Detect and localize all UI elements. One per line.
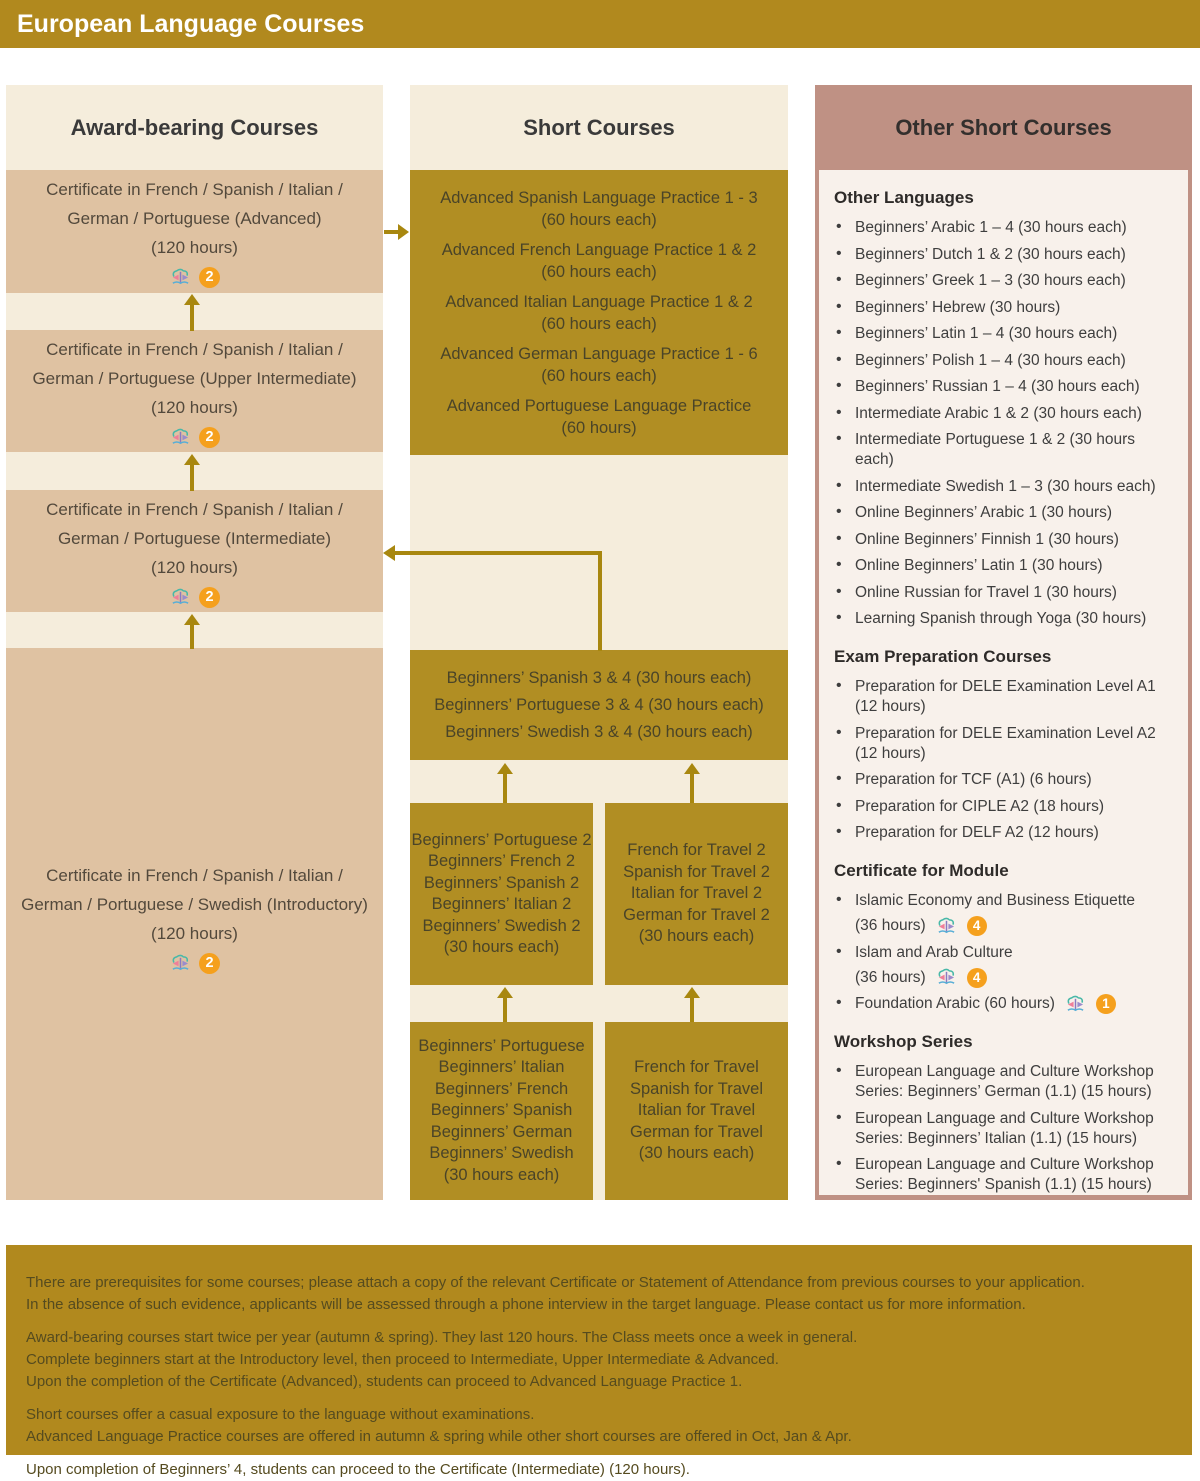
footer-line: In the absence of such evidence, applicants will be assessed through a phone interview in the target language. Please contact us for more information. [26,1296,1026,1313]
arrow-up-line [190,304,194,331]
arrow-up-line [503,997,507,1022]
box-line: French for Travel 2 [627,841,766,860]
module-hours-row [855,916,1178,936]
footer-line: There are prerequisites for some courses; please attach a copy of the relevant Certificate or Statement of Attendance from previous courses to your application. [26,1274,1085,1291]
box-line: Beginners’ French 2 [427,852,576,870]
cef-count-badge: 2 [199,427,220,448]
arrow-elbow-vertical [598,553,602,651]
arrow-up-line [503,773,507,803]
list-item: • Preparation for DELE Examination Level A1 (12 hours) [834,677,1178,717]
box-line: (60 hours each) [541,262,657,281]
travel-2-box [605,803,788,985]
list-item: • Preparation for TCF (A1) (6 hours) [834,770,1178,790]
box-line: (60 hours) [561,418,637,437]
section-heading-exam-preparation: Exam Preparation Courses [834,647,1052,666]
other-column [815,85,1192,1200]
list-item: • Online Russian for Travel 1 (30 hours) [834,583,1178,603]
footer-notes [6,1245,1192,1478]
box-line: Spanish for Travel [630,1079,763,1098]
box-line: (120 hours) [151,238,238,257]
list-item [834,994,1178,1014]
box-line: Beginners’ French [434,1079,569,1098]
box-line: Advanced Italian Language Practice 1 & 2 [445,292,753,311]
module-title: • Foundation Arabic (60 hours) [855,995,1055,1012]
module-hours: (36 hours) [855,968,926,986]
arrow-left-head [383,545,395,561]
short-column-header: Short Courses [523,114,675,140]
arrow-up-line [190,624,194,649]
cef-row [169,427,220,448]
box-line: Beginners’ German [430,1122,573,1141]
list-item: • Preparation for DELE Examination Level A2 (12 hours) [834,724,1178,764]
footer-paragraph [26,1327,1168,1393]
cert-advanced-box [6,170,383,293]
box-line: Beginners’ Spanish [430,1101,573,1120]
box-line: Beginners’ Spanish 2 [423,873,580,892]
box-line: (60 hours each) [541,366,657,385]
footer-line: Advanced Language Practice courses are offered in autumn & spring while other short courses are offered in Oct, Jan & Apr. [26,1428,852,1445]
footer-paragraph [26,1272,1168,1316]
beginners-1-box [410,1022,593,1200]
box-line: German / Portuguese (Upper Intermediate) [32,368,357,388]
box-line: (120 hours) [151,557,238,577]
cef-logo-icon [169,588,192,607]
module-title: • Islamic Economy and Business Etiquette [855,892,1135,909]
box-line: Certificate in French / Spanish / Italian / [46,339,343,359]
course-entry [445,291,752,335]
cef-logo-icon [169,428,192,447]
list-item: • Beginners’ Arabic 1 – 4 (30 hours each) [834,218,1178,238]
list-item: • Online Beginners’ Arabic 1 (30 hours) [834,503,1178,523]
box-line: Certificate in French / Spanish / Italian / [46,865,343,885]
footer-paragraph [26,1404,1168,1448]
list-item: • Intermediate Portuguese 1 & 2 (30 hours each) [834,430,1178,470]
arrow-right-head [398,224,409,240]
box-line: (120 hours) [151,397,238,417]
other-column-header: Other Short Courses [895,114,1112,140]
list-item: • Beginners’ Greek 1 – 3 (30 hours each) [834,271,1178,291]
cert-intermediate-box [6,490,383,612]
list-item: • Preparation for DELF A2 (12 hours) [834,823,1178,843]
course-entry [440,187,757,231]
footer-line: Upon the completion of the Certificate (Advanced), students can proceed to Advanced Language Practice 1. [26,1373,743,1390]
list-item [834,891,1178,936]
arrow-up-line [690,773,694,803]
section-heading-workshop-series: Workshop Series [834,1032,973,1051]
cef-count-badge: 4 [967,968,987,988]
footer-paragraph [26,1459,1168,1481]
travel-1-box [605,1022,788,1200]
arrow-up-line [190,464,194,491]
cert-introductory-box [6,648,383,1200]
cef-logo-icon [169,954,192,973]
box-line: Certificate in French / Spanish / Italian / [46,180,343,199]
box-line: Beginners’ Swedish [429,1144,574,1163]
cef-logo-icon [1064,995,1087,1014]
beginners-2-box [410,803,593,985]
cef-row [169,267,220,288]
box-line: Advanced Spanish Language Practice 1 - 3 [440,188,758,207]
cef-count-badge: 2 [199,587,220,608]
award-column-header: Award-bearing Courses [70,114,319,140]
box-line: Advanced Portuguese Language Practice [446,396,752,415]
list-item: • Intermediate Swedish 1 – 3 (30 hours each) [834,477,1178,497]
box-line: (120 hours) [151,923,238,943]
box-line: German / Portuguese / Swedish (Introductory) [21,894,368,914]
module-title: • Islam and Arab Culture [855,943,1013,961]
module-hours: (36 hours) [855,917,926,934]
course-entry [447,395,752,439]
footer-line: Upon completion of Beginners’ 4, students can proceed to the Certificate (Intermediate) (120 hours). [26,1461,690,1478]
box-line: Beginners’ Spanish 3 & 4 (30 hours each) [446,668,752,687]
cef-count-badge: 2 [199,953,220,974]
list-item: • Online Beginners’ Latin 1 (30 hours) [834,556,1178,576]
box-line: Beginners’ Swedish 3 & 4 (30 hours each) [445,722,753,741]
module-hours-row [855,994,1178,1014]
box-line: Beginners’ Italian 2 [431,895,572,913]
arrow-elbow-horizontal [395,551,602,555]
list-item: • Beginners’ Dutch 1 & 2 (30 hours each) [834,245,1178,265]
list-item: • European Language and Culture Workshop Series: Beginners' Spanish (1.1) (15 hours) [834,1155,1178,1195]
list-item: • Intermediate Arabic 1 & 2 (30 hours each) [834,404,1178,424]
list-item: • European Language and Culture Workshop Series: Beginners’ Italian (1.1) (15 hours) [834,1109,1178,1149]
other-panel [819,170,1188,1195]
box-line: Advanced French Language Practice 1 & 2 [441,240,757,259]
box-line: Beginners’ Portuguese [418,1036,585,1055]
box-line: Certificate in French / Spanish / Italian / [46,499,343,519]
box-line: German / Portuguese (Advanced) [67,209,322,228]
cef-count-badge: 4 [967,916,987,936]
arrow-up-line [690,997,694,1022]
footer-line: Short courses offer a casual exposure to the language without examinations. [26,1406,535,1423]
advanced-practice-box [410,170,788,455]
box-line: (60 hours each) [541,210,657,229]
box-line: (60 hours each) [541,314,657,333]
module-hours-row [855,968,1178,988]
box-line: German for Travel 2 [623,905,770,924]
list-item: • Online Beginners’ Finnish 1 (30 hours) [834,530,1178,550]
arrow-right-line [384,230,399,234]
box-line: German for Travel [630,1122,763,1141]
box-line: Beginners’ Portuguese 3 & 4 (30 hours each) [434,695,764,714]
list-item: • European Language and Culture Workshop Series: Beginners’ German (1.1) (15 hours) [834,1062,1178,1102]
list-item [834,943,1178,988]
course-entry [442,239,757,283]
page-title: European Language Courses [17,10,365,38]
box-line: German / Portuguese (Intermediate) [57,528,332,548]
footer-line: Complete beginners start at the Introductory level, then proceed to Intermediate, Upper Intermediate & Advanced. [26,1351,779,1368]
cef-row [169,587,220,608]
list-item: • Beginners’ Latin 1 – 4 (30 hours each) [834,324,1178,344]
list-item: • Beginners’ Hebrew (30 hours) [834,298,1178,318]
cef-count-badge: 1 [1096,994,1116,1014]
beginners-3-4-box [410,650,788,760]
course-entry [440,343,757,387]
list-item: • Beginners’ Russian 1 – 4 (30 hours each) [834,377,1178,397]
footer-line: Award-bearing courses start twice per year (autumn & spring). They last 120 hours. The Class meets once a week in general. [26,1329,858,1346]
list-item: • Preparation for CIPLE A2 (18 hours) [834,797,1178,817]
box-line: Beginners’ Swedish 2 [422,916,581,935]
list-item: • Learning Spanish through Yoga (30 hours) [834,609,1178,629]
box-line: (30 hours each) [638,1144,755,1163]
cef-logo-icon [935,917,958,936]
section-heading-certificate-for-module: Certificate for Module [834,861,1009,880]
box-line: French for Travel [634,1058,759,1077]
cef-row [169,953,220,974]
cef-logo-icon [935,968,958,987]
title-bar [0,0,1200,48]
box-line: Italian for Travel 2 [630,884,763,903]
box-line: (30 hours each) [638,927,755,946]
box-line: Spanish for Travel 2 [623,862,770,881]
box-line: Italian for Travel [637,1101,756,1120]
box-line: (30 hours each) [443,938,560,956]
section-heading-other-languages: Other Languages [834,188,974,207]
box-line: (30 hours each) [443,1165,560,1184]
box-line: Beginners’ Italian [438,1058,565,1077]
list-item: • Beginners’ Polish 1 – 4 (30 hours each) [834,351,1178,371]
box-line: Advanced German Language Practice 1 - 6 [440,344,758,363]
box-line: Beginners’ Portuguese 2 [411,830,592,849]
cert-upper-intermediate-box [6,330,383,452]
cef-logo-icon [169,268,192,287]
cef-count-badge: 2 [199,267,220,288]
